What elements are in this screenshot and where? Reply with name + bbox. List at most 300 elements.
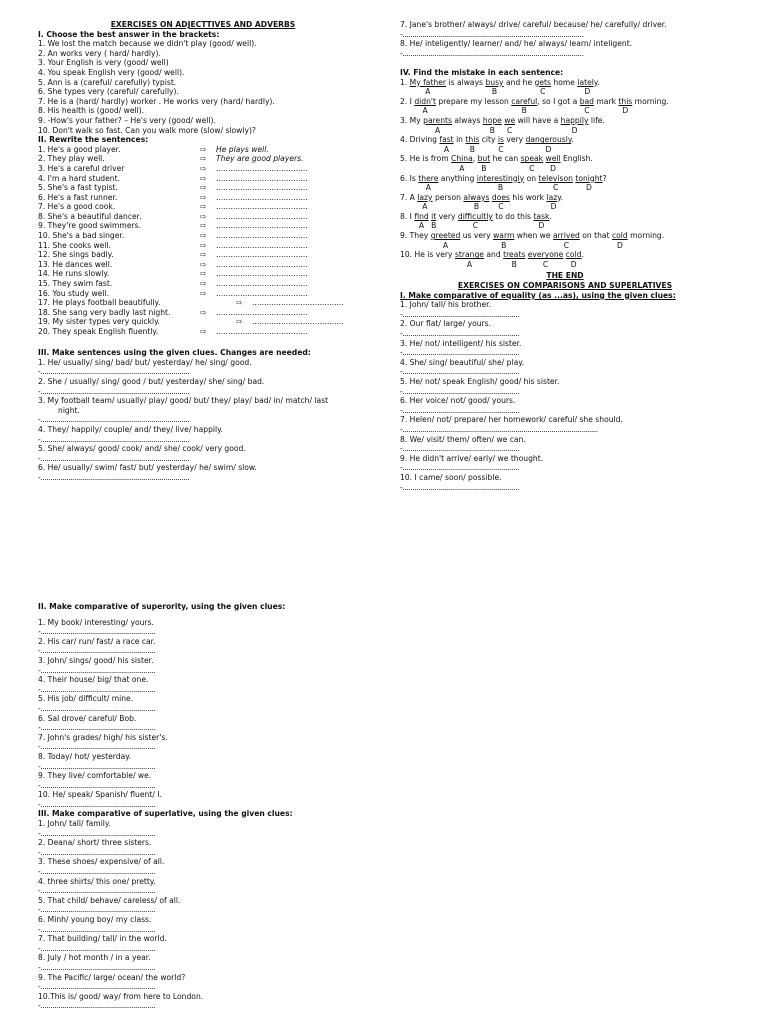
list-item — [38, 164, 368, 174]
list-item: 6. He/ usually/ swim/ fast/ but/ yesterday/ he/ swim/ slow. — [38, 463, 257, 473]
underlined-option: everyone — [527, 250, 564, 260]
list-item: 8. We/ visit/ them/ often/ we can. — [400, 434, 526, 444]
list-item: 8. Today/ hot/ yesterday. — [38, 751, 132, 761]
rewrite-question: 13. He dances well. — [38, 259, 113, 269]
list-item: 5. He/ not/ speak English/ good/ his sister. — [400, 376, 560, 386]
answer-line[interactable]: -......................................................... — [38, 665, 156, 675]
sentence-text: , so I got a — [537, 96, 580, 106]
sentence-text: morning. — [627, 231, 665, 241]
sentence-text: , — [472, 154, 478, 164]
answer-line[interactable]: -.......................................................................... — [38, 434, 190, 444]
underlined-option: happily — [560, 115, 589, 125]
rewrite-question: 7. He's a good cook. — [38, 202, 116, 212]
list-item: 10. Don't walk so fast. Can you walk more (slow/ slowly)? — [38, 125, 256, 135]
underlined-option: busy — [485, 77, 504, 87]
answer-line[interactable]: -.......................................................................... — [38, 386, 190, 396]
list-item: 6. Her voice/ not/ good/ yours. — [400, 396, 516, 406]
underlined-option: well — [545, 154, 561, 164]
sentence-text: 10. He is very — [400, 250, 455, 260]
list-item: 7. He is a (hard/ hardly) worker . He works very (hard/ hardly). — [38, 96, 275, 106]
list-item: 5. His job/ difficult/ mine. — [38, 694, 134, 704]
option-letters — [400, 241, 730, 251]
answer-line[interactable]: -......................................................... — [38, 982, 156, 992]
section-2-heading: II. Rewrite the sentences: — [38, 135, 149, 145]
answer-line[interactable]: -.......................................................... — [400, 367, 520, 377]
answer-line[interactable]: -......................................................... — [38, 924, 156, 934]
answer-blank[interactable]: ...................................... — [216, 163, 308, 173]
section-3-heading: III. Make sentences using the given clues. Changes are needed: — [38, 348, 311, 358]
sentence-text: prepare my lesson — [435, 96, 512, 106]
rewrite-question: 12. She sings badly. — [38, 250, 114, 260]
sentence-text: English. — [560, 154, 593, 164]
option-letters — [400, 106, 730, 116]
option-letter-a: A — [442, 240, 449, 250]
underlined-option: China — [451, 154, 473, 164]
arrow-icon: ⇨ — [200, 202, 207, 212]
option-letter-a: A — [422, 106, 428, 116]
list-item: 7. John's grades/ high/ his sister's. — [38, 732, 168, 742]
option-letters — [400, 87, 730, 97]
rewrite-question: 18. She sang very badly last night. — [38, 307, 171, 317]
list-item: 7. Helen/ not/ prepare/ her homework/ careful/ she should. — [400, 415, 623, 425]
arrow-icon: ⇨ — [200, 231, 207, 241]
list-item: 4. She/ sing/ beautiful/ she/ play. — [400, 357, 525, 367]
answer-line[interactable]: -......................................................... — [38, 847, 156, 857]
sentence-text: and — [483, 250, 504, 260]
option-letter-d: D — [622, 106, 629, 116]
section-7-list — [38, 819, 368, 1011]
sentence-text: and he — [503, 77, 535, 87]
answer-blank[interactable]: ...................................... — [216, 288, 308, 298]
answer-line[interactable]: -.......................................................................... — [38, 415, 190, 425]
answer-line[interactable]: -.......................................................... — [400, 329, 520, 338]
option-letters — [400, 183, 730, 193]
option-letter-d: D — [545, 144, 552, 154]
list-item — [38, 221, 368, 231]
underlined-option: fast — [439, 135, 454, 145]
list-item — [38, 241, 368, 251]
answer-blank[interactable]: ...................................... — [216, 327, 308, 336]
list-item: 5. She/ always/ good/ cook/ and/ she/ cook/ very good. — [38, 444, 246, 454]
sentence-text: his work — [510, 192, 547, 202]
answer-line[interactable]: -.......................................................... — [400, 348, 520, 358]
answer-line[interactable]: -......................................................... — [38, 703, 156, 713]
underlined-option: greeted — [430, 231, 461, 241]
sentence-text: person — [432, 192, 464, 202]
option-letters — [400, 145, 730, 155]
section-1-list — [38, 39, 368, 135]
underlined-option: strange — [454, 250, 484, 260]
underlined-option: lazy — [417, 192, 433, 202]
rewrite-question: 11. She cooks well. — [38, 240, 111, 250]
section-5-list — [400, 300, 730, 492]
option-letter-b: B — [473, 202, 480, 212]
option-letter-d: D — [586, 183, 592, 193]
underlined-option: arrived — [552, 231, 580, 241]
list-item — [38, 260, 368, 270]
option-letter-b: B — [521, 106, 527, 116]
option-letter-b: B — [481, 163, 487, 173]
option-letter-c: C — [472, 221, 478, 231]
underlined-option: dangerously — [525, 135, 572, 145]
underlined-option: we — [504, 115, 516, 125]
list-item: 3. These shoes/ expensive/ of all. — [38, 857, 165, 867]
underlined-option: does — [491, 192, 510, 202]
underlined-option: speak — [520, 154, 544, 164]
sentence-text: on — [524, 173, 539, 183]
answer-line[interactable]: -......................................................... — [38, 761, 156, 771]
list-item: 1. My book/ interesting/ yours. — [38, 617, 154, 627]
rewrite-answer: They are good players. — [216, 154, 304, 164]
rewrite-question: 15. They swim fast. — [38, 279, 113, 289]
underlined-option: this — [465, 135, 480, 145]
arrow-icon: ⇨ — [200, 327, 207, 336]
option-letter-b: B — [501, 240, 507, 250]
right-column — [400, 20, 730, 492]
answer-line[interactable]: -......................................................... — [38, 886, 156, 896]
rewrite-question: 14. He runs slowly. — [38, 269, 110, 279]
sentence-text: he can — [490, 154, 521, 164]
sentence-text: on that — [579, 231, 612, 241]
sentence-text: in — [453, 135, 466, 145]
sentence-text: us very — [460, 231, 494, 241]
underlined-option: gets — [534, 77, 551, 87]
answer-line[interactable]: -.......................................................................... — [38, 472, 190, 482]
mistake-sentence — [400, 174, 730, 184]
option-letters — [400, 202, 730, 212]
sentence-text: . — [560, 192, 564, 202]
sentence-text: 2. I — [400, 96, 415, 106]
option-letter-b: B — [431, 221, 437, 231]
answer-line[interactable]: -.......................................................................................... — [400, 48, 584, 58]
option-letter-a: A — [434, 125, 441, 135]
section-4-heading: IV. Find the mistake in each sentence: — [400, 67, 564, 77]
sentence-text: . — [571, 135, 574, 145]
sentence-text: 5. He is from — [400, 154, 452, 164]
list-item: 3. My football team/ usually/ play/ good/ but/ they/ play/ bad/ in/ match/ last — [38, 396, 329, 406]
answer-line[interactable]: -......................................................... — [38, 799, 156, 809]
arrow-icon: ⇨ — [200, 250, 207, 260]
list-item — [38, 202, 368, 212]
option-letter-c: C — [542, 259, 549, 269]
underlined-option: find — [414, 211, 429, 221]
answer-line[interactable]: -......................................................... — [38, 943, 156, 953]
answer-line[interactable]: -.......................................................... — [400, 444, 520, 454]
list-item: 6. She types very (careful/ carefully). — [38, 87, 179, 97]
answer-line[interactable]: -.......................................................... — [400, 386, 520, 396]
rewrite-question: 16. You study well. — [38, 288, 109, 298]
answer-line[interactable]: -......................................................... — [38, 867, 156, 877]
underlined-option: cold — [565, 250, 582, 260]
left-column — [38, 20, 368, 483]
option-letter-b: B — [491, 87, 498, 97]
answer-blank[interactable]: ...................................... — [216, 192, 308, 202]
underlined-option: treats — [503, 250, 526, 260]
section-5-heading: I. Make comparative of equality (as ...as), using the given clues: — [400, 290, 676, 300]
list-item: 4. You speak English very (good/ well). — [38, 67, 185, 77]
option-letter-c: C — [553, 183, 559, 193]
option-letter-a: A — [425, 87, 431, 97]
option-letter-c: C — [498, 144, 504, 154]
rewrite-question: 3. He's a careful driver — [38, 163, 125, 173]
list-item: 1. He/ usually/ sing/ bad/ but/ yesterday/ he/ sing/ good. — [38, 357, 252, 367]
list-item — [38, 193, 368, 203]
arrow-icon: ⇨ — [200, 279, 207, 289]
rewrite-question: 10. She's a bad singer. — [38, 231, 125, 241]
arrow-icon: ⇨ — [200, 307, 207, 317]
rewrite-question: 2. They play well. — [38, 154, 105, 164]
sentence-text: when we — [514, 231, 553, 241]
rewrite-question: 9. They're good swimmers. — [38, 221, 141, 231]
list-item: 8. He/ inteligently/ learner/ and/ he/ always/ learn/ inteligent. — [400, 39, 633, 49]
underlined-option: is — [497, 135, 504, 145]
sentence-text: home — [550, 77, 578, 87]
list-item: 9. The Pacific/ large/ ocean/ the world? — [38, 972, 186, 982]
sentence-text: ? — [602, 173, 607, 183]
option-letter-a: A — [418, 221, 425, 231]
arrow-icon: ⇨ — [236, 317, 243, 327]
option-letter-a: A — [425, 183, 431, 193]
option-letters — [400, 126, 730, 136]
answer-line[interactable]: -......................................................... — [38, 742, 156, 752]
arrow-icon: ⇨ — [200, 183, 207, 193]
list-item — [38, 298, 368, 308]
option-letter-a: A — [466, 259, 473, 269]
sentence-text: morning. — [632, 96, 669, 106]
sentence-text: life. — [588, 115, 605, 125]
list-item — [38, 145, 368, 155]
option-letter-d: D — [616, 240, 623, 250]
answer-line[interactable]: -......................................................... — [38, 962, 156, 972]
answer-blank[interactable]: ...................................... — [216, 307, 308, 317]
list-item: 9. -How's your father? – He's very (good/ well). — [38, 115, 216, 125]
underlined-option: tonight — [575, 173, 603, 183]
answer-blank[interactable]: ...................................... — [216, 221, 308, 231]
list-item: 2. She / usually/ sing/ good / but/ yesterday/ she/ sing/ bad. — [38, 376, 265, 386]
underlined-option: bad — [579, 96, 594, 106]
option-letter-a: A — [422, 202, 428, 212]
rewrite-question: 4. I'm a hard student. — [38, 173, 120, 183]
answer-line[interactable]: -......................................................... — [38, 723, 156, 733]
arrow-icon: ⇨ — [200, 163, 207, 173]
underlined-option: it — [431, 211, 437, 221]
sentence-text: mark — [594, 96, 619, 106]
sentence-text: 8. I — [400, 211, 415, 221]
list-item — [38, 231, 368, 241]
arrow-icon: ⇨ — [200, 192, 207, 202]
sentence-text: 7. A — [400, 192, 418, 202]
option-letter-b: B — [469, 144, 475, 154]
list-item: 4. They/ happily/ couple/ and/ they/ live/ happily. — [38, 424, 223, 434]
list-item: 6. Sal drove/ careful/ Bob. — [38, 713, 137, 723]
list-item: 3. John/ sings/ good/ his sister. — [38, 655, 154, 665]
answer-blank[interactable]: ...................................... — [216, 250, 308, 260]
list-item: 7. That building/ tall/ in the world. — [38, 934, 167, 944]
list-item — [38, 174, 368, 184]
answer-blank[interactable]: ...................................... — [216, 202, 308, 212]
answer-line[interactable]: -.......................................................... — [400, 405, 520, 415]
mistake-sentence — [400, 135, 730, 145]
list-item — [38, 154, 368, 164]
rewrite-question: 17. He plays football beautifully. — [38, 298, 161, 308]
underlined-option: this — [618, 96, 633, 106]
answer-blank[interactable]: ...................................... — [216, 173, 308, 183]
section-4-list — [400, 78, 730, 270]
answer-line[interactable]: -......................................................... — [38, 684, 156, 694]
option-letter-c: C — [563, 240, 570, 250]
answer-blank[interactable]: ...................................... — [252, 298, 344, 308]
underlined-option: parents — [423, 115, 452, 125]
sentence-text: is always — [446, 77, 486, 87]
underlined-option: there — [418, 173, 439, 183]
sentence-text: . — [549, 211, 552, 221]
list-item — [38, 269, 368, 279]
list-item: 10.This is/ good/ way/ from here to London. — [38, 991, 204, 1001]
section-2-list — [38, 145, 368, 299]
sentence-text: to do this — [492, 211, 534, 221]
rewrite-question: 20. They speak English fluently. — [38, 327, 159, 336]
rewrite-answer: He plays well. — [216, 144, 269, 154]
sentence-text: 3. My — [400, 115, 424, 125]
underlined-option: warm — [493, 231, 515, 241]
answer-blank[interactable]: ...................................... — [216, 211, 308, 221]
answer-blank[interactable]: ...................................... — [216, 183, 308, 193]
option-letter-c: C — [507, 125, 513, 135]
sentence-text: anything — [438, 173, 477, 183]
mistake-sentence — [400, 78, 730, 88]
section-6-heading: II. Make comparative of superority, using the given clues: — [38, 602, 286, 611]
rewrite-question: 1. He's a good player. — [38, 144, 121, 154]
underlined-option: televison — [538, 173, 573, 183]
option-letter-b: B — [511, 259, 517, 269]
option-letter-a: A — [443, 144, 450, 154]
underlined-option: careful — [511, 96, 538, 106]
option-letter-c: C — [529, 163, 535, 173]
option-letters — [400, 164, 730, 174]
worksheet-title-2: EXERCISES ON COMPARISONS AND SUPERLATIVES — [457, 281, 673, 291]
option-letter-a: A — [459, 163, 465, 173]
list-item: 7. Jane's brother/ always/ drive/ careful/ because/ he/ carefully/ driver. — [400, 20, 667, 29]
option-letter-c: C — [540, 87, 546, 97]
answer-blank[interactable]: ...................................... — [252, 317, 344, 327]
list-item: 2. An works very ( hard/ hardly). — [38, 48, 161, 58]
the-end: THE END — [546, 271, 584, 281]
sentence-text: city — [479, 135, 498, 145]
sentence-text: . — [597, 77, 600, 87]
mistake-sentence — [400, 250, 730, 260]
sentence-text: 4. Driving — [400, 135, 440, 145]
answer-line[interactable]: -.......................................................................... — [38, 367, 190, 377]
arrow-icon: ⇨ — [200, 144, 207, 154]
list-item — [38, 183, 368, 193]
option-letter-b: B — [497, 183, 504, 193]
answer-line[interactable]: -......................................................... — [38, 1001, 156, 1011]
list-item — [38, 212, 368, 222]
underlined-option: task — [533, 211, 550, 221]
list-item — [38, 317, 368, 327]
answer-blank[interactable]: ...................................... — [216, 259, 308, 269]
list-item: 3. He/ not/ intelligent/ his sister. — [400, 338, 522, 348]
underlined-option: always — [463, 192, 490, 202]
answer-line[interactable]: -.......................................................... — [400, 463, 520, 473]
rewrite-question: 8. She's a beautiful dancer. — [38, 211, 142, 221]
option-letter-d: D — [584, 87, 591, 97]
arrow-icon: ⇨ — [200, 269, 207, 279]
underlined-option: but — [477, 154, 491, 164]
mistake-sentence — [400, 212, 730, 222]
underlined-option: lazy — [546, 192, 561, 202]
sentence-text: very — [503, 135, 526, 145]
answer-line[interactable]: -.......................................................... — [400, 309, 520, 319]
underlined-option: hope — [482, 115, 502, 125]
list-item: 6. Minh/ young boy/ my class. — [38, 915, 152, 924]
list-item — [38, 289, 368, 299]
answer-blank[interactable]: ...................................... — [216, 279, 308, 289]
list-item — [38, 308, 368, 318]
answer-line[interactable]: -................................................................................................. — [400, 424, 598, 434]
answer-line[interactable]: -......................................................... — [38, 627, 156, 637]
list-item: 1. John/ tall/ his brother. — [400, 300, 491, 310]
option-letters — [400, 260, 730, 270]
section-1-heading: I. Choose the best answer in the brackets: — [38, 29, 220, 39]
answer-line[interactable]: -.......................................................... — [400, 482, 520, 492]
list-item: 1. John/ tall/ family. — [38, 819, 111, 829]
answer-line[interactable]: -.......................................................................... — [38, 453, 190, 463]
answer-line[interactable]: -......................................................... — [38, 646, 156, 656]
list-item: 2. Our flat/ large/ yours. — [400, 319, 492, 329]
rewrite-question: 6. He's a fast runner. — [38, 192, 118, 202]
option-letter-d: D — [550, 163, 556, 173]
arrow-icon: ⇨ — [200, 173, 207, 183]
arrow-icon: ⇨ — [200, 154, 207, 164]
underlined-option: cold — [611, 231, 628, 241]
list-item: 9. He didn't arrive/ early/ we thought. — [400, 453, 544, 463]
answer-blank[interactable]: ...................................... — [216, 231, 308, 241]
list-item: 8. His health is (good/ well). — [38, 106, 145, 116]
answer-blank[interactable]: ...................................... — [216, 240, 308, 250]
answer-line[interactable]: -......................................................... — [38, 905, 156, 915]
mistake-sentence — [400, 116, 730, 126]
list-item — [38, 279, 368, 289]
underlined-option: didn't — [414, 96, 436, 106]
list-item — [38, 250, 368, 260]
answer-line[interactable]: -......................................................... — [38, 828, 156, 838]
option-letter-d: D — [550, 202, 557, 212]
list-item-continuation: night. — [58, 405, 80, 415]
mistake-sentence — [400, 231, 730, 241]
option-letters — [400, 221, 730, 231]
mistake-sentence — [400, 154, 730, 164]
underlined-option: difficultly — [457, 211, 493, 221]
sentence-text: 6. Is — [400, 173, 419, 183]
answer-line[interactable]: -.......................................................................................... — [400, 29, 584, 39]
list-item: 4. three shirts/ this one/ pretty. — [38, 876, 156, 886]
option-letter-d: D — [571, 125, 578, 135]
underlined-option: interestingly — [476, 173, 525, 183]
list-item: 9. They live/ comfortable/ we. — [38, 771, 152, 781]
list-item: 10. I came/ soon/ possible. — [400, 472, 502, 482]
answer-blank[interactable]: ...................................... — [216, 269, 308, 279]
sentence-text: always — [451, 115, 483, 125]
arrow-icon: ⇨ — [200, 240, 207, 250]
list-item: 4. Their house/ big/ that one. — [38, 675, 149, 685]
sentence-text: very — [436, 211, 458, 221]
section-6-list — [38, 618, 368, 810]
worksheet-title: EXERCISES ON ADJECTTIVES AND ADVERBS — [110, 20, 296, 29]
answer-line[interactable]: -......................................................... — [38, 780, 156, 790]
mistake-sentence — [400, 97, 730, 107]
sentence-text: . — [581, 250, 584, 260]
